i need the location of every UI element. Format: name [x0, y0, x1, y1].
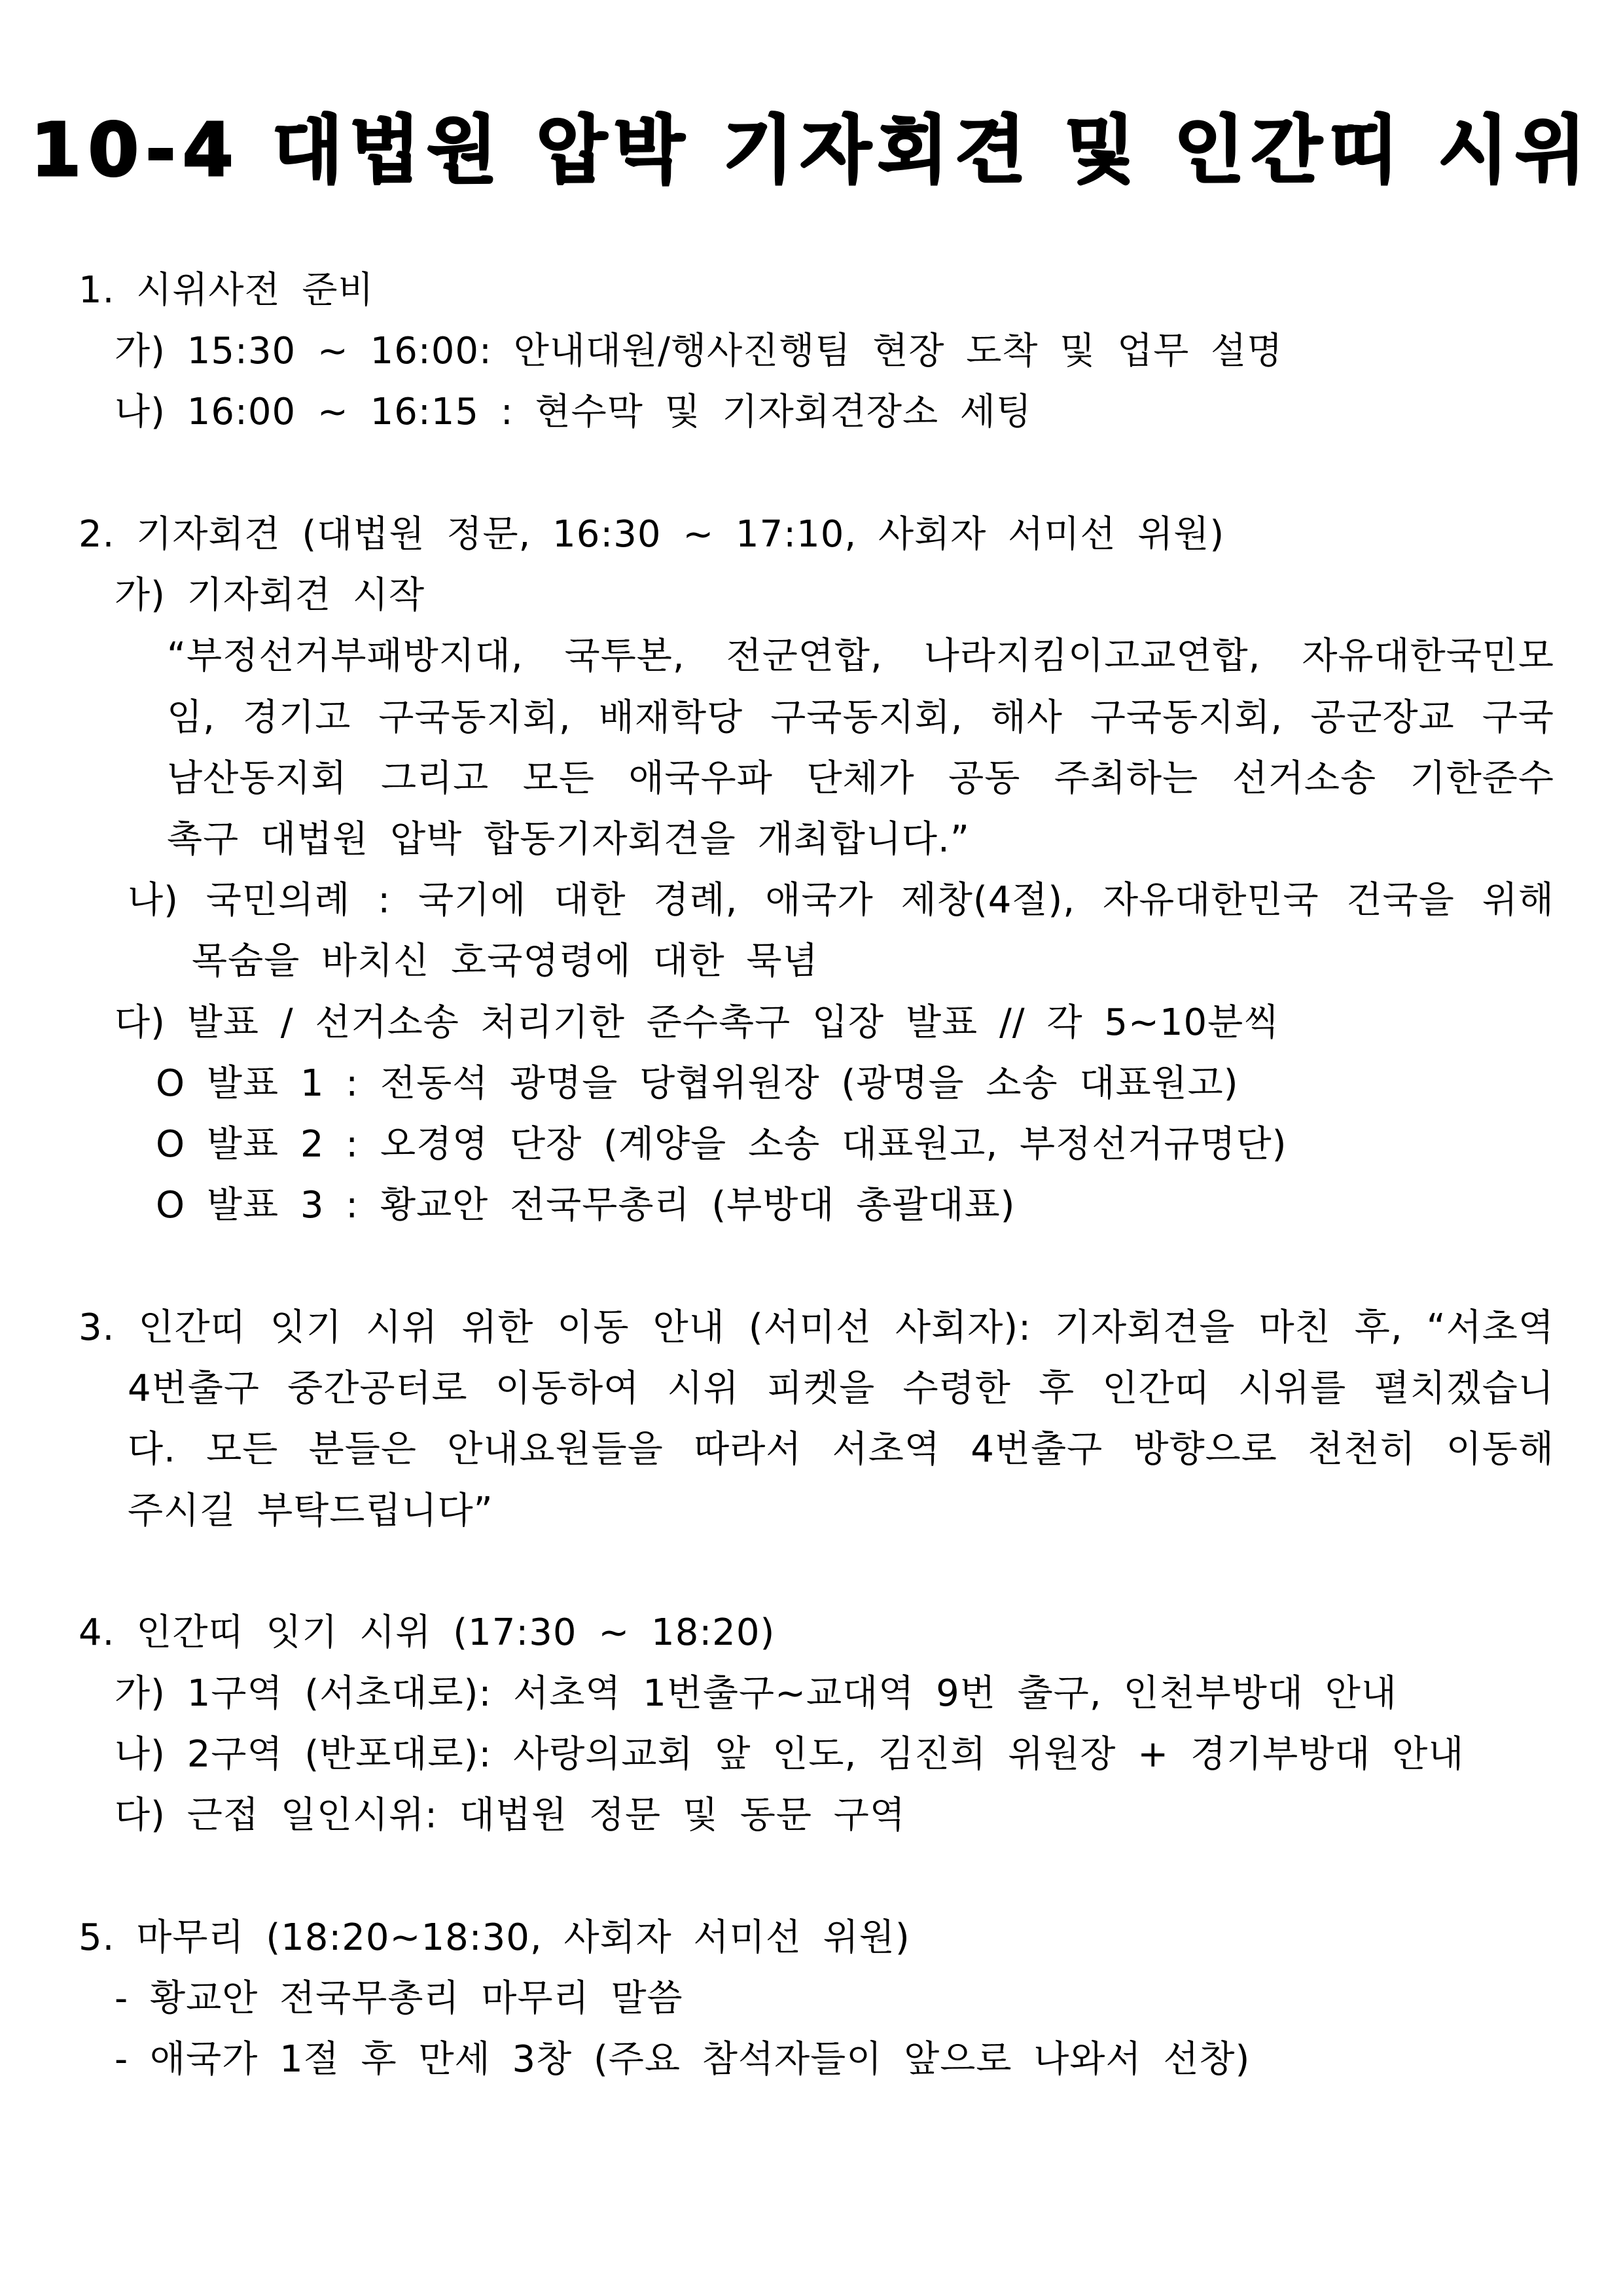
section-3-line-3: 다. 모든 분들은 안내요원들을 따라서 서초역 4번출구 방향으로 천천히 이동해 [128, 1428, 1554, 1471]
section-1-item-a: 가) 15:30 ~ 16:00: 안내대원/행사진행팀 현장 도착 및 업무 설명 [115, 330, 1283, 372]
section-2-item-b-line-1: 나) 국민의례 : 국기에 대한 경례, 애국가 제창(4절), 자유대한민국 건국을 위해 [128, 879, 1554, 922]
press-quote-line-2: 임, 경기고 구국동지회, 배재학당 구국동지회, 해사 구국동지회, 공군장교 구국 [167, 696, 1554, 739]
document-title: 10-4 대법원 압박 기자회견 및 인간띠 시위 [30, 108, 1593, 193]
press-quote-line-4: 촉구 대법원 압박 합동기자회견을 개최합니다.” [167, 818, 970, 861]
section-4-item-b: 나) 2구역 (반포대로): 사랑의교회 앞 인도, 김진희 위원장 + 경기부방대 안내 [115, 1733, 1465, 1776]
section-3-line-4: 주시길 부탁드립니다” [128, 1490, 493, 1532]
speech-bullet-2: O 발표 2 : 오경영 단장 (계양을 소송 대표원고, 부정선거규명단) [156, 1123, 1287, 1166]
section-4-item-a: 가) 1구역 (서초대로): 서초역 1번출구~교대역 9번 출구, 인천부방대 안내 [115, 1672, 1397, 1715]
section-4-item-c: 다) 근접 일인시위: 대법원 정문 및 동문 구역 [115, 1794, 906, 1837]
section-3-line-2: 4번출구 중간공터로 이동하여 시위 피켓을 수령한 후 인간띠 시위를 펼치겠습니 [128, 1367, 1554, 1410]
section-5-heading: 5. 마무리 (18:20~18:30, 사회자 서미선 위원) [79, 1916, 910, 1959]
speech-bullet-1: O 발표 1 : 전동석 광명을 당협위원장 (광명을 소송 대표원고) [156, 1062, 1239, 1105]
section-5-item-2: - 애국가 1절 후 만세 3창 (주요 참석자들이 앞으로 나와서 선창) [115, 2038, 1251, 2081]
speech-bullet-3: O 발표 3 : 황교안 전국무총리 (부방대 총괄대표) [156, 1184, 1016, 1227]
section-1-heading: 1. 시위사전 준비 [79, 269, 374, 312]
section-5-item-1: - 황교안 전국무총리 마무리 말씀 [115, 1977, 683, 2020]
section-1-item-b: 나) 16:00 ~ 16:15 : 현수막 및 기자회견장소 세팅 [115, 391, 1033, 433]
section-4-heading: 4. 인간띠 잇기 시위 (17:30 ~ 18:20) [79, 1611, 776, 1654]
section-2-item-a: 가) 기자회견 시작 [115, 574, 425, 617]
section-2-heading: 2. 기자회견 (대법원 정문, 16:30 ~ 17:10, 사회자 서미선 위원) [79, 513, 1225, 556]
press-quote-line-1: “부정선거부패방지대, 국투본, 전군연합, 나라지킴이고교연합, 자유대한국민모 [167, 635, 1554, 677]
section-3-line-1: 3. 인간띠 잇기 시위 위한 이동 안내 (서미선 사회자): 기자회견을 마친 후, “서초역 [79, 1306, 1554, 1349]
section-2-item-c: 다) 발표 / 선거소송 처리기한 준수촉구 입장 발표 // 각 5~10분씩 [115, 1001, 1280, 1044]
press-quote-line-3: 남산동지회 그리고 모든 애국우파 단체가 공동 주최하는 선거소송 기한준수 [167, 757, 1554, 800]
section-2-item-b-line-2: 목숨을 바치신 호국영령에 대한 묵념 [192, 940, 819, 982]
